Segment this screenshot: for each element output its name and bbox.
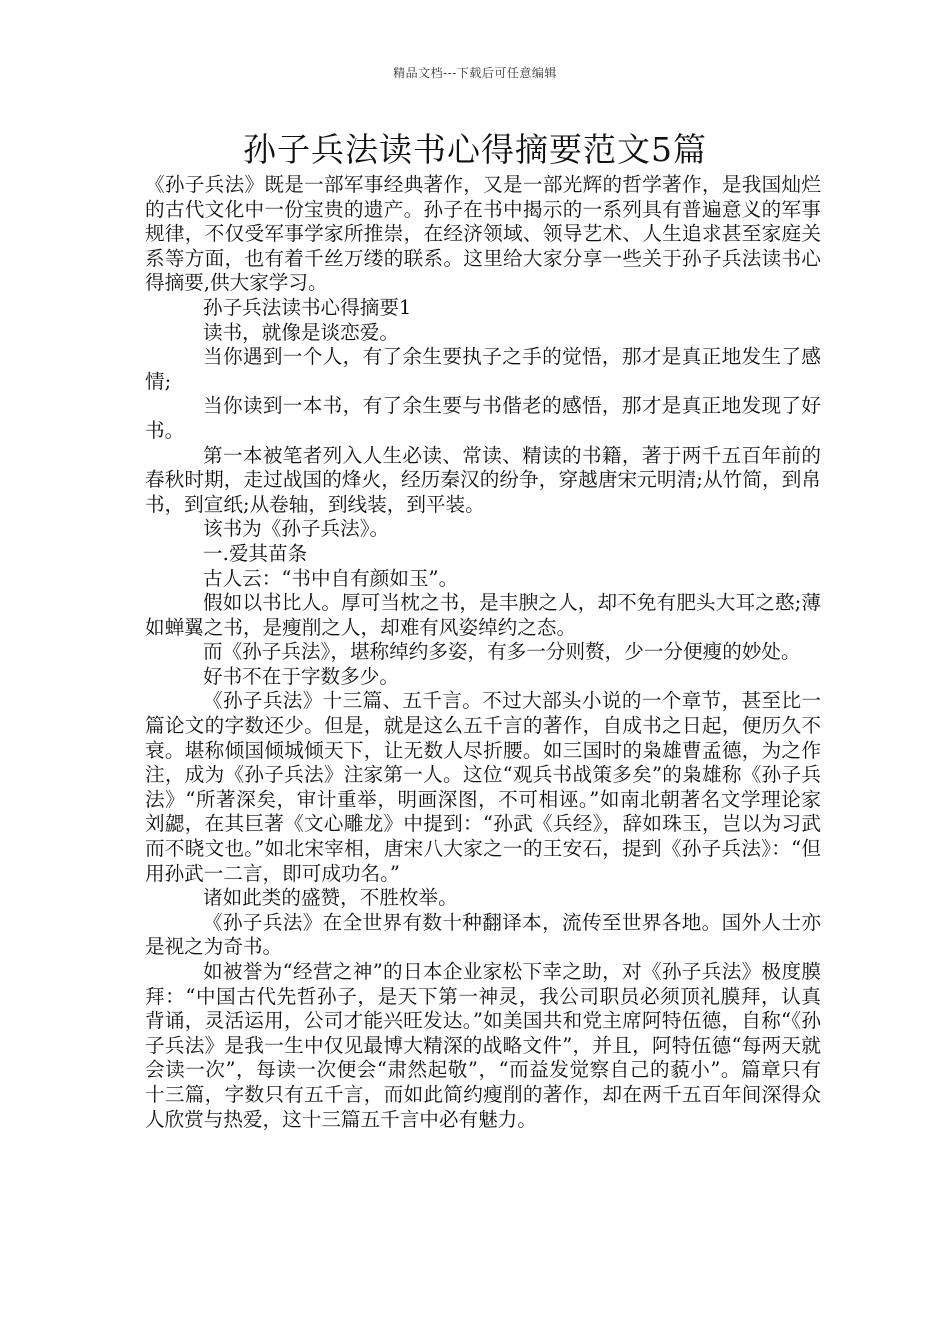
body-paragraph: 而《孙子兵法》，堪称绰约多姿，有多一分则赘，少一分便瘦的妙处。 bbox=[203, 640, 801, 664]
body-paragraph: 当你读到一本书，有了余生要与书偕老的感悟，那才是真正地发现了好书。 bbox=[145, 394, 821, 442]
body-paragraph: 《孙子兵法》十三篇、五千言。不过大部头小说的一个章节，甚至比一篇论文的字数还少。但是，就是这么五千言的著作，自成书之日起，便历久不衰。堪称倾国倾城倾天下，让无数人尽折腰。如三国时的枭雄曹孟德，为之作注，成为《孙子兵法》注家第一人。这位“观兵书战策多矣”的枭雄称《孙子兵法》“所著深矣，审计重举，明画深图，不可相诬。”如南北朝著名文学理论家刘勰，在其巨著《文心雕龙》中提到：“孙武《兵经》，辞如珠玉，岂以为习武而不晓文也。”如北宋宰相，唐宋八大家之一的王安石，提到《孙子兵法》：“但用孙武一二言，即可成功名。” bbox=[145, 689, 821, 885]
body-paragraph: 好书不在于字数多少。 bbox=[203, 664, 399, 688]
body-paragraph: 古人云：“书中自有颜如玉”。 bbox=[203, 566, 459, 590]
body-paragraph: 如被誉为“经营之神”的日本企业家松下幸之助，对《孙子兵法》极度膜拜：“中国古代先哲孙子，是天下第一神灵，我公司职员必须顶礼膜拜，认真背诵，灵活运用，公司才能兴旺发达。”如美国共和党主席阿特伍德，自称“《孙子兵法》是我一生中仅见最博大精深的战略文件”，并且，阿特伍德“每两天就会读一次”，每读一次便会“肃然起敬”，“而益发觉察自己的藐小”。篇章只有十三篇，字数只有五千言，而如此简约瘦削的著作，却在两千五百年间深得众人欣赏与热爱，这十三篇五千言中必有魅力。 bbox=[145, 960, 821, 1131]
body-paragraph: 《孙子兵法》在全世界有数十种翻译本，流传至世界各地。国外人士亦是视之为奇书。 bbox=[145, 910, 821, 959]
body-paragraph: 《孙子兵法》既是一部军事经典著作，又是一部光辉的哲学著作，是我国灿烂的古代文化中一份宝贵的遗产。孙子在书中揭示的一系列具有普遍意义的军事规律，不仅受军事学家所推崇，在经济领域、领导艺术、人生追求甚至家庭关系等方面，也有着千丝万缕的联系。这里给大家分享一些关于孙子兵法读书心得摘要,供大家学习。 bbox=[145, 173, 821, 295]
body-paragraph: 当你遇到一个人，有了余生要执子之手的觉悟，那才是真正地发生了感情; bbox=[145, 345, 821, 393]
body-paragraph: 假如以书比人。厚可当枕之书，是丰腴之人，却不免有肥头大耳之憨;薄如蝉翼之书，是瘦削之人，却难有风姿绰约之态。 bbox=[145, 591, 821, 639]
document-title: 孙子兵法读书心得摘要范文5篇 bbox=[243, 130, 707, 169]
body-paragraph: 一.爱其苗条 bbox=[203, 541, 308, 565]
body-paragraph: 孙子兵法读书心得摘要1 bbox=[203, 295, 412, 319]
body-paragraph: 诸如此类的盛赞，不胜枚举。 bbox=[203, 886, 458, 910]
body-paragraph: 读书，就像是谈恋爱。 bbox=[203, 320, 399, 344]
document-body bbox=[145, 173, 821, 1132]
body-paragraph: 第一本被笔者列入人生必读、常读、精读的书籍，著于两千五百年前的春秋时期，走过战国的烽火，经历秦汉的纷争，穿越唐宋元明清;从竹简，到帛书，到宣纸;从卷轴，到线装，到平装。 bbox=[145, 443, 821, 516]
body-paragraph: 该书为《孙子兵法》。 bbox=[203, 517, 390, 541]
page-header: 精品文档---下载后可任意编辑 bbox=[393, 66, 557, 80]
